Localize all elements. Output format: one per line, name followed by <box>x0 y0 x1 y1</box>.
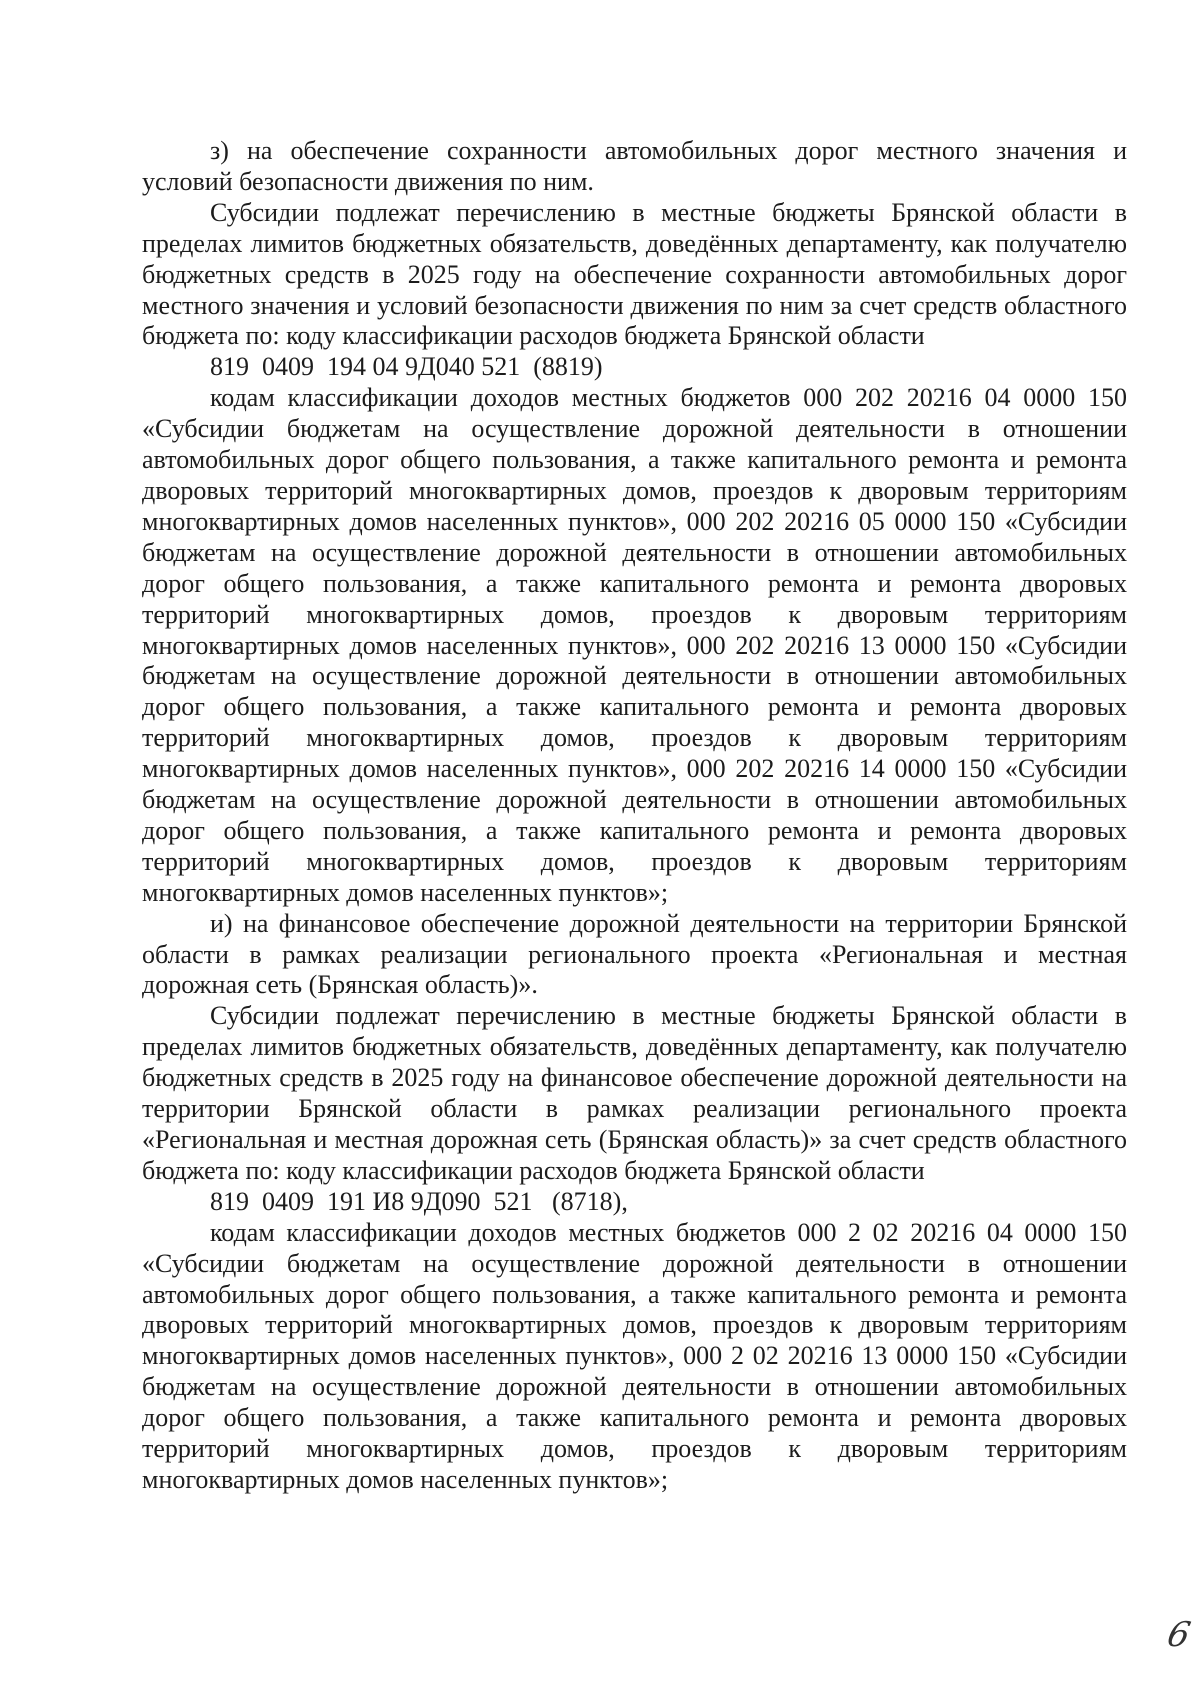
paragraph-item-z: з) на обеспечение сохранности автомобильных дорог местного значения и условий безопасности движения по ним. <box>142 136 1127 196</box>
expense-code-1: 819 0409 194 04 9Д040 521 (8819) <box>210 352 603 382</box>
paragraph-subsidies-2: Субсидии подлежат перечислению в местные бюджеты Брянской области в пределах лимитов бюджетных обязательств, доведённых департаменту, как получателю бюджетных средств в 2025 году на финансовое обеспечение дорожной деятельности на территории Брянской области в рамках реализации регионального проекта «Региональная и местная дорожная сеть (Брянская область)» за счет средств областного бюджета по: коду классификации расходов бюджета Брянской области <box>142 1001 1127 1185</box>
paragraph-income-codes-2: кодам классификации доходов местных бюджетов 000 2 02 20216 04 0000 150 «Субсидии бюджетам на осуществление дорожной деятельности в отношении автомобильных дорог общего пользования, а также капитального ремонта и ремонта дворовых территорий многоквартирных домов, проездов к дворовым территориям многоквартирных домов населенных пунктов», 000 2 02 20216 13 0000 150 «Субсидии бюджетам на осуществление дорожной деятельности в отношении автомобильных дорог общего пользования, а также капитального ремонта и ремонта дворовых территорий многоквартирных домов, проездов к дворовым территориям многоквартирных домов населенных пунктов»; <box>142 1217 1127 1494</box>
paragraph-item-i: и) на финансовое обеспечение дорожной деятельности на территории Брянской области в рамках реализации регионального проекта «Региональная и местная дорожная сеть (Брянская область)». <box>142 908 1127 1000</box>
page-number: 6 <box>1163 1615 1194 1655</box>
document-page <box>142 136 1127 1496</box>
paragraph-subsidies-1: Субсидии подлежат перечислению в местные бюджеты Брянской области в пределах лимитов бюджетных обязательств, доведённых департаменту, как получателю бюджетных средств в 2025 году на обеспечение сохранности автомобильных дорог местного значения и условий безопасности движения по ним за счет средств областного бюджета по: коду классификации расходов бюджета Брянской области <box>142 197 1127 351</box>
paragraph-income-codes-1: кодам классификации доходов местных бюджетов 000 202 20216 04 0000 150 «Субсидии бюджетам на осуществление дорожной деятельности в отношении автомобильных дорог общего пользования, а также капитального ремонта и ремонта дворовых территорий многоквартирных домов, проездов к дворовым территориям многоквартирных домов населенных пунктов», 000 202 20216 05 0000 150 «Субсидии бюджетам на осуществление дорожной деятельности в отношении автомобильных дорог общего пользования, а также капитального ремонта и ремонта дворовых территорий многоквартирных домов, проездов к дворовым территориям многоквартирных домов населенных пунктов», 000 202 20216 13 0000 150 «Субсидии бюджетам на осуществление дорожной деятельности в отношении автомобильных дорог общего пользования, а также капитального ремонта и ремонта дворовых территорий многоквартирных домов, проездов к дворовым территориям многоквартирных домов населенных пунктов», 000 202 20216 14 0000 150 «Субсидии бюджетам на осуществление дорожной деятельности в отношении автомобильных дорог общего пользования, а также капитального ремонта и ремонта дворовых территорий многоквартирных домов, проездов к дворовым территориям многоквартирных домов населенных пунктов»; <box>142 383 1127 907</box>
expense-code-2: 819 0409 191 И8 9Д090 521 (8718), <box>210 1186 628 1216</box>
